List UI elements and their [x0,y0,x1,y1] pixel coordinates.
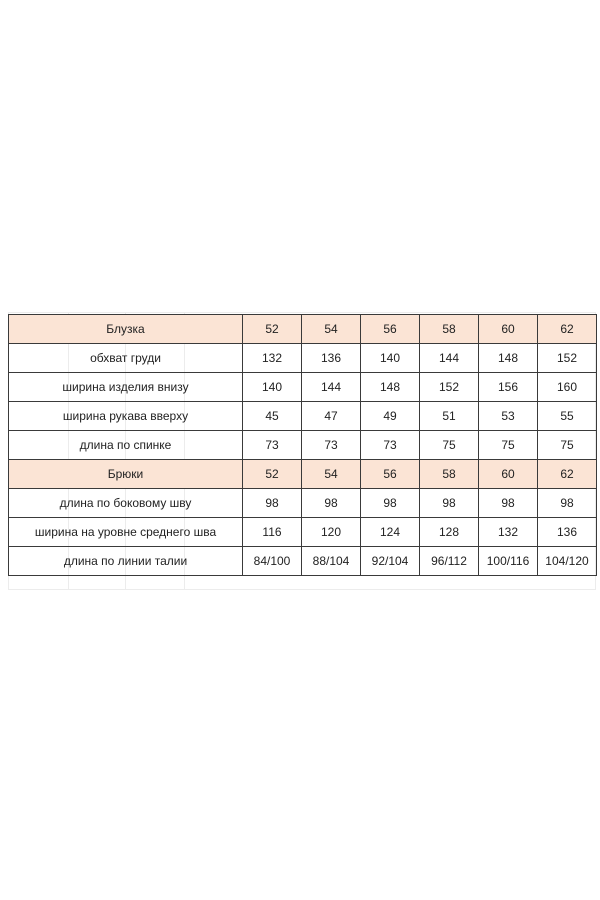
value-cell: 120 [302,518,361,547]
value-cell: 140 [243,373,302,402]
value-cell: 84/100 [243,547,302,576]
value-cell: 45 [243,402,302,431]
value-cell: 144 [302,373,361,402]
row-label: Блузка [9,315,243,344]
value-cell: 152 [420,373,479,402]
value-cell: 75 [420,431,479,460]
value-cell: 148 [361,373,420,402]
value-cell: 98 [479,489,538,518]
size-cell: 62 [538,460,597,489]
table-row [9,489,597,518]
size-cell: 58 [420,460,479,489]
size-cell: 62 [538,315,597,344]
value-cell: 124 [361,518,420,547]
row-label: обхват груди [9,344,243,373]
value-cell: 53 [479,402,538,431]
value-cell: 55 [538,402,597,431]
size-cell: 60 [479,315,538,344]
value-cell: 144 [420,344,479,373]
value-cell: 88/104 [302,547,361,576]
value-cell: 132 [243,344,302,373]
value-cell: 98 [361,489,420,518]
value-cell: 136 [302,344,361,373]
table-row [9,431,597,460]
row-label: длина по линии талии [9,547,243,576]
pants-header-row [9,460,597,489]
value-cell: 160 [538,373,597,402]
row-label: ширина на уровне среднего шва [9,518,243,547]
row-label: Брюки [9,460,243,489]
value-cell: 132 [479,518,538,547]
table-row [9,344,597,373]
size-cell: 52 [243,315,302,344]
row-label: ширина изделия внизу [9,373,243,402]
value-cell: 96/112 [420,547,479,576]
value-cell: 116 [243,518,302,547]
row-label: длина по спинке [9,431,243,460]
table-row [9,373,597,402]
value-cell: 73 [243,431,302,460]
value-cell: 140 [361,344,420,373]
size-chart-body [9,315,597,576]
value-cell: 49 [361,402,420,431]
size-cell: 56 [361,315,420,344]
row-label: длина по боковому шву [9,489,243,518]
value-cell: 136 [538,518,597,547]
value-cell: 98 [420,489,479,518]
value-cell: 152 [538,344,597,373]
value-cell: 51 [420,402,479,431]
value-cell: 98 [538,489,597,518]
blouse-header-row [9,315,597,344]
value-cell: 148 [479,344,538,373]
value-cell: 73 [361,431,420,460]
value-cell: 73 [302,431,361,460]
value-cell: 75 [538,431,597,460]
size-cell: 54 [302,460,361,489]
value-cell: 75 [479,431,538,460]
table-row [9,518,597,547]
row-label: ширина рукава вверху [9,402,243,431]
value-cell: 47 [302,402,361,431]
value-cell: 100/116 [479,547,538,576]
value-cell: 92/104 [361,547,420,576]
size-chart-table [8,314,597,576]
size-cell: 60 [479,460,538,489]
size-cell: 54 [302,315,361,344]
value-cell: 128 [420,518,479,547]
value-cell: 104/120 [538,547,597,576]
table-row [9,402,597,431]
size-cell: 52 [243,460,302,489]
value-cell: 156 [479,373,538,402]
size-cell: 56 [361,460,420,489]
value-cell: 98 [302,489,361,518]
table-row [9,547,597,576]
value-cell: 98 [243,489,302,518]
size-cell: 58 [420,315,479,344]
